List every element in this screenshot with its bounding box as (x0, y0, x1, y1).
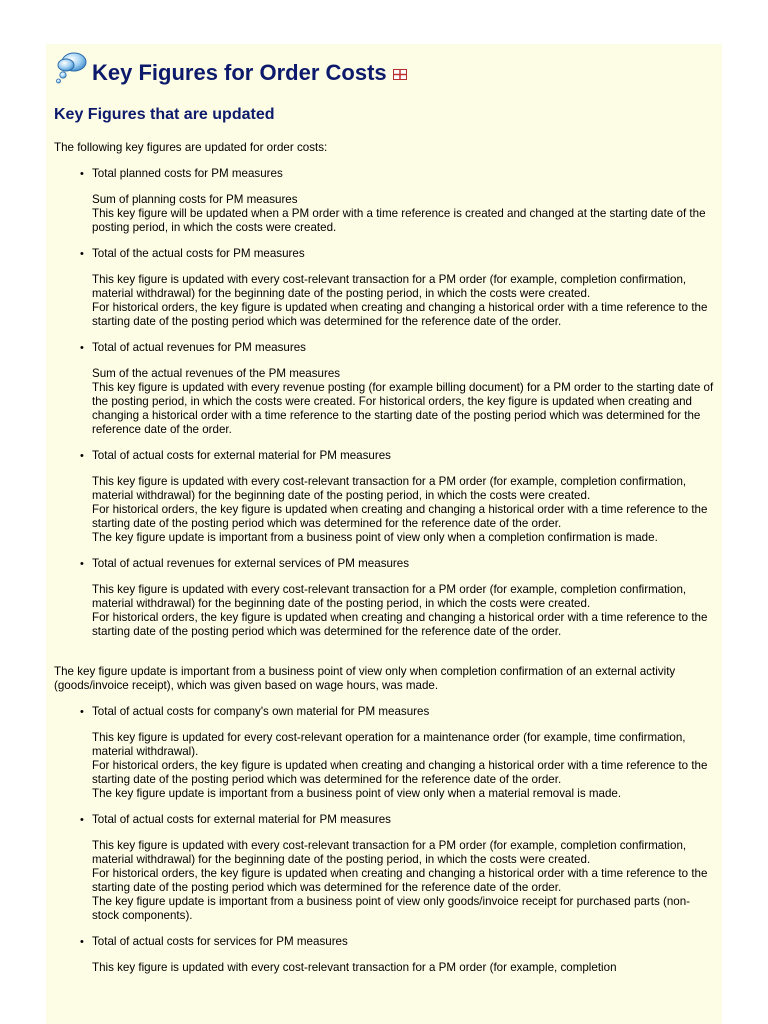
list-item-text: The key figure update is important from a business point of view only goods/invoice receipt for purchased parts (non-stock components). (92, 895, 691, 922)
bullet-icon: • (80, 168, 84, 180)
list-item-title-text: Total of actual costs for external material for PM measures (92, 813, 391, 826)
list-item-text: Sum of planning costs for PM measures (92, 193, 298, 206)
list-item-text: For historical orders, the key figure is updated when creating and changing a historical order with a time reference to the starting date of the posting period which was determined for the reference date of the order. (92, 301, 708, 328)
bullet-icon: • (80, 814, 84, 826)
list-item-title (54, 449, 714, 463)
list-item-text: Sum of the actual revenues of the PM measures (92, 367, 341, 380)
list-item-text: This key figure is updated with every revenue posting (for example billing document) for a PM order to the starting date of the posting period, in which the costs were created. For historical orders, the key figure is updated when creating and changing a historical order with a time reference to the starting date of the posting period which was determined for the reference date of the order. (92, 381, 714, 436)
list-item-text: For historical orders, the key figure is updated when creating and changing a historical order with a time reference to the starting date of the posting period which was determined for the reference date of the order. (92, 611, 708, 638)
list-item-title (54, 705, 714, 719)
list-item-text: For historical orders, the key figure is updated when creating and changing a historical order with a time reference to the starting date of the posting period which was determined for the reference date of the order. (92, 867, 708, 894)
bullet-icon: • (80, 706, 84, 718)
list-item-title (54, 167, 714, 181)
bullet-icon: • (80, 936, 84, 948)
page-title: Key Figures for Order Costs (92, 60, 387, 85)
cloud-bubbles-icon (54, 49, 88, 85)
list-item-text: This key figure is updated with every cost-relevant transaction for a PM order (for example, completion confirmation, material withdrawal) for the beginning date of the posting period, in which the costs were created. (92, 839, 687, 866)
list-item-text: This key figure is updated with every cost-relevant transaction for a PM order (for example, completion confirmation, material withdrawal) for the beginning date of the posting period, in which the costs were created. (92, 583, 687, 610)
note-text: The key figure update is important from a business point of view only when completion confirmation of an external activity (goods/invoice receipt), which was given based on wage hours, was made. (54, 665, 676, 692)
document-page (46, 44, 722, 1024)
list-item-title-text: Total of the actual costs for PM measures (92, 247, 305, 260)
list-item-text: For historical orders, the key figure is updated when creating and changing a historical order with a time reference to the starting date of the posting period which was determined for the reference date of the order. (92, 503, 708, 530)
list-item-title-text: Total of actual costs for company's own material for PM measures (92, 705, 430, 718)
list-item-text: This key figure is updated for every cost-relevant operation for a maintenance order (for example, time confirmation, material withdrawal). (92, 731, 686, 758)
list-item-title-text: Total of actual costs for services for PM measures (92, 935, 348, 948)
title-row (54, 48, 407, 86)
list-item-title (54, 341, 714, 355)
list-item-title-text: Total planned costs for PM measures (92, 167, 283, 180)
list-item-text: This key figure is updated with every cost-relevant transaction for a PM order (for example, completion confirmation, material withdrawal) for the beginning date of the posting period, in which the costs were created. (92, 273, 687, 300)
list-item-title (54, 557, 714, 571)
list-item-text: For historical orders, the key figure is updated when creating and changing a historical order with a time reference to the starting date of the posting period which was determined for the reference date of the order. (92, 759, 708, 786)
list-item-text: This key figure is updated with every cost-relevant transaction for a PM order (for example, completion (92, 961, 617, 974)
list-item-title-text: Total of actual costs for external material for PM measures (92, 449, 391, 462)
list-item-title (54, 935, 714, 949)
list-item-text: The key figure update is important from a business point of view only when a completion confirmation is made. (92, 531, 658, 544)
bullet-icon: • (80, 450, 84, 462)
intro-text: The following key figures are updated for order costs: (54, 141, 328, 154)
key-figure-list-a (54, 167, 714, 665)
flag-icon[interactable] (393, 69, 407, 80)
list-item-title-text: Total of actual revenues for PM measures (92, 341, 306, 354)
bullet-icon: • (80, 342, 84, 354)
list-item-title-text: Total of actual revenues for external services of PM measures (92, 557, 410, 570)
list-item-title (54, 813, 714, 827)
list-item-text: The key figure update is important from a business point of view only when a material removal is made. (92, 787, 622, 800)
bullet-icon: • (80, 248, 84, 260)
bullet-icon: • (80, 558, 84, 570)
key-figure-list-b (54, 705, 714, 975)
list-item-text: This key figure will be updated when a PM order with a time reference is created and changed at the starting date of the posting period, in which the costs were created. (92, 207, 706, 234)
list-item-title (54, 247, 714, 261)
section-heading: Key Figures that are updated (54, 106, 275, 123)
list-item-text: This key figure is updated with every cost-relevant transaction for a PM order (for example, completion confirmation, material withdrawal) for the beginning date of the posting period, in which the costs were created. (92, 475, 687, 502)
document-content (54, 141, 714, 975)
